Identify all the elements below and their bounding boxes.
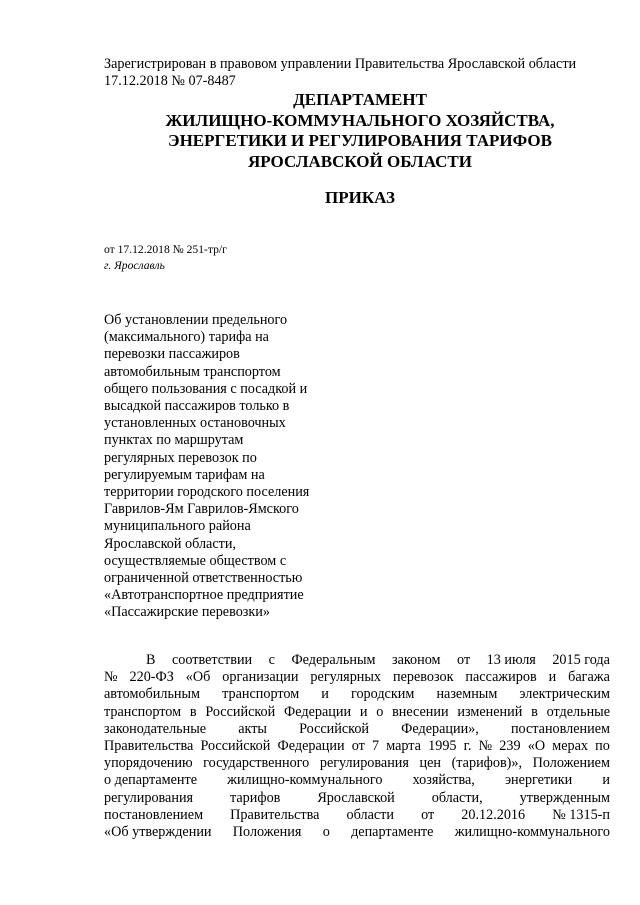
- body-word: области,: [431, 789, 483, 806]
- body-word: Правительства: [230, 806, 320, 823]
- body-word: перевозок: [392, 669, 454, 686]
- body-word: упорядочению: [104, 755, 193, 772]
- body-word: Российской: [299, 720, 370, 737]
- subject-line: ограниченной ответственностью: [104, 570, 303, 587]
- body-word: о: [376, 703, 384, 720]
- body-word: и: [548, 669, 557, 686]
- body-line: [104, 686, 610, 703]
- department-heading: [100, 90, 620, 172]
- subject-line: муниципального района: [104, 518, 251, 535]
- subject-line: перевозки пассажиров: [104, 346, 240, 363]
- body-word: области: [346, 806, 394, 823]
- body-word: Федерации: [284, 703, 352, 720]
- department-heading-line: ЯРОСЛАВСКОЙ ОБЛАСТИ: [248, 151, 472, 171]
- department-heading-line: ЭНЕРГЕТИКИ И РЕГУЛИРОВАНИЯ ТАРИФОВ: [168, 131, 552, 150]
- body-word: «Об утверждении: [104, 824, 212, 841]
- body-line: [104, 790, 610, 807]
- body-line: [104, 772, 610, 789]
- body-word: городским: [351, 686, 415, 703]
- body-word: цен: [419, 755, 441, 772]
- body-word: по: [595, 738, 610, 755]
- body-word: автомобильным: [104, 686, 201, 703]
- body-word: о департаменте: [104, 772, 197, 789]
- body-line: [104, 704, 610, 721]
- subject-line: регулируемым тарифам на: [104, 466, 265, 483]
- body-word: электрическим: [519, 686, 610, 703]
- subject-line: Об установлении предельного: [104, 312, 288, 328]
- body-word: пассажиров: [465, 669, 537, 686]
- body-word: 7: [371, 738, 380, 755]
- body-word: 13 июля: [486, 652, 536, 668]
- body-word: о: [322, 824, 330, 841]
- subject-line: автомобильным транспортом: [104, 363, 281, 380]
- body-word: соответствии: [171, 652, 253, 668]
- body-word: и: [321, 686, 329, 703]
- body-word: 20.12.2016: [461, 806, 526, 823]
- registration-stamp: [104, 56, 624, 90]
- body-word: изменений: [457, 703, 523, 720]
- body-line: [104, 721, 610, 738]
- body-word: (тарифов)»,: [451, 755, 523, 772]
- body-word: № 1315-п: [552, 806, 610, 823]
- order-date-number: от 17.12.2018 № 251-тр/г: [104, 243, 227, 256]
- body-line: [104, 755, 610, 772]
- body-word: в: [531, 703, 538, 720]
- registration-number: 17.12.2018 № 07-8487: [104, 73, 236, 89]
- body-word: «Об: [185, 669, 211, 686]
- order-body: [104, 652, 610, 841]
- body-word: законодательные: [104, 720, 207, 737]
- body-word: 239: [499, 738, 521, 755]
- body-word: законом: [391, 652, 441, 668]
- subject-line: высадкой пассажиров только в: [104, 398, 290, 415]
- body-line: [104, 807, 610, 824]
- order-city: г. Ярославль: [104, 259, 165, 272]
- body-word: 2015 года: [552, 652, 610, 668]
- body-word: мерах: [552, 738, 588, 755]
- subject-line: «Пассажирские перевозки»: [104, 604, 270, 621]
- body-word: 1995: [428, 738, 457, 755]
- body-word: транспортом: [104, 703, 182, 720]
- body-word: №: [478, 738, 493, 755]
- body-word: Федеральным: [291, 652, 376, 668]
- subject-line: (максимального) тарифа на: [104, 329, 269, 346]
- department-heading-line: ЖИЛИЩНО-КОММУНАЛЬНОГО ХОЗЯЙСТВА,: [165, 110, 555, 130]
- body-word: тарифов: [230, 789, 281, 806]
- body-word: Российской: [205, 703, 276, 720]
- body-word: багажа: [568, 669, 610, 686]
- body-word: хозяйства,: [412, 772, 475, 789]
- registration-line: Зарегистрирован в правовом управлении Правительства Ярославской области: [104, 56, 577, 72]
- subject-line: установленных остановочных: [104, 415, 286, 432]
- order-title: ПРИКАЗ: [325, 188, 395, 207]
- body-word: и: [359, 703, 368, 720]
- body-word: от: [457, 652, 471, 668]
- body-word: акты: [238, 720, 267, 737]
- body-word: с: [268, 652, 275, 668]
- subject-line: территории городского поселения: [104, 484, 310, 501]
- body-line: [104, 652, 610, 669]
- subject-line: регулярных перевозок по: [104, 449, 257, 466]
- body-word: департаменте: [351, 824, 434, 841]
- body-word: Российской: [200, 738, 271, 755]
- department-heading-line: ДЕПАРТАМЕНТ: [293, 90, 427, 109]
- body-word: и: [602, 772, 610, 789]
- body-word: организации: [222, 669, 299, 686]
- body-line: [104, 738, 610, 755]
- body-word: от: [421, 806, 435, 823]
- order-meta: [104, 242, 227, 274]
- subject-line: Ярославской области,: [104, 535, 236, 552]
- body-word: «О: [527, 738, 546, 755]
- body-word: жилищно-коммунального: [454, 824, 610, 841]
- body-word: государственного: [203, 755, 310, 772]
- body-word: отдельные: [546, 703, 610, 720]
- body-word: марта: [386, 738, 421, 755]
- subject-line: общего пользования с посадкой и: [104, 380, 308, 397]
- body-word: утвержденным: [519, 789, 610, 806]
- body-word: энергетики: [504, 772, 573, 789]
- body-word: 220-ФЗ: [129, 669, 174, 686]
- body-word: постановлением: [510, 720, 610, 737]
- body-word: внесении: [392, 703, 449, 720]
- order-subject: [104, 312, 309, 622]
- body-word: Федерации: [277, 738, 345, 755]
- body-word: Положением: [532, 755, 610, 772]
- body-word: Правительства: [104, 738, 194, 755]
- body-word: в: [189, 703, 197, 720]
- body-word: Ярославской: [317, 789, 395, 806]
- body-word: Федерации»,: [401, 720, 479, 737]
- body-word: регулирования: [319, 755, 409, 772]
- body-word: №: [104, 669, 118, 686]
- body-word: постановлением: [104, 806, 204, 823]
- body-word: В: [146, 652, 156, 668]
- body-word: жилищно-коммунального: [227, 772, 383, 789]
- body-line: [104, 824, 610, 841]
- body-word: от: [351, 738, 365, 755]
- body-line: [104, 669, 610, 686]
- subject-line: пунктах по маршрутам: [104, 432, 244, 449]
- body-word: регулярных: [310, 669, 382, 686]
- body-word: Положения: [232, 824, 302, 841]
- subject-line: Гаврилов-Ям Гаврилов-Ямского: [104, 501, 299, 518]
- subject-line: осуществляемые обществом с: [104, 552, 287, 569]
- body-word: транспортом: [222, 686, 300, 703]
- body-word: наземным: [436, 686, 498, 703]
- body-word: регулирования: [104, 789, 194, 806]
- body-word: г.: [463, 738, 472, 755]
- subject-line: «Автотранспортное предприятие: [104, 587, 304, 604]
